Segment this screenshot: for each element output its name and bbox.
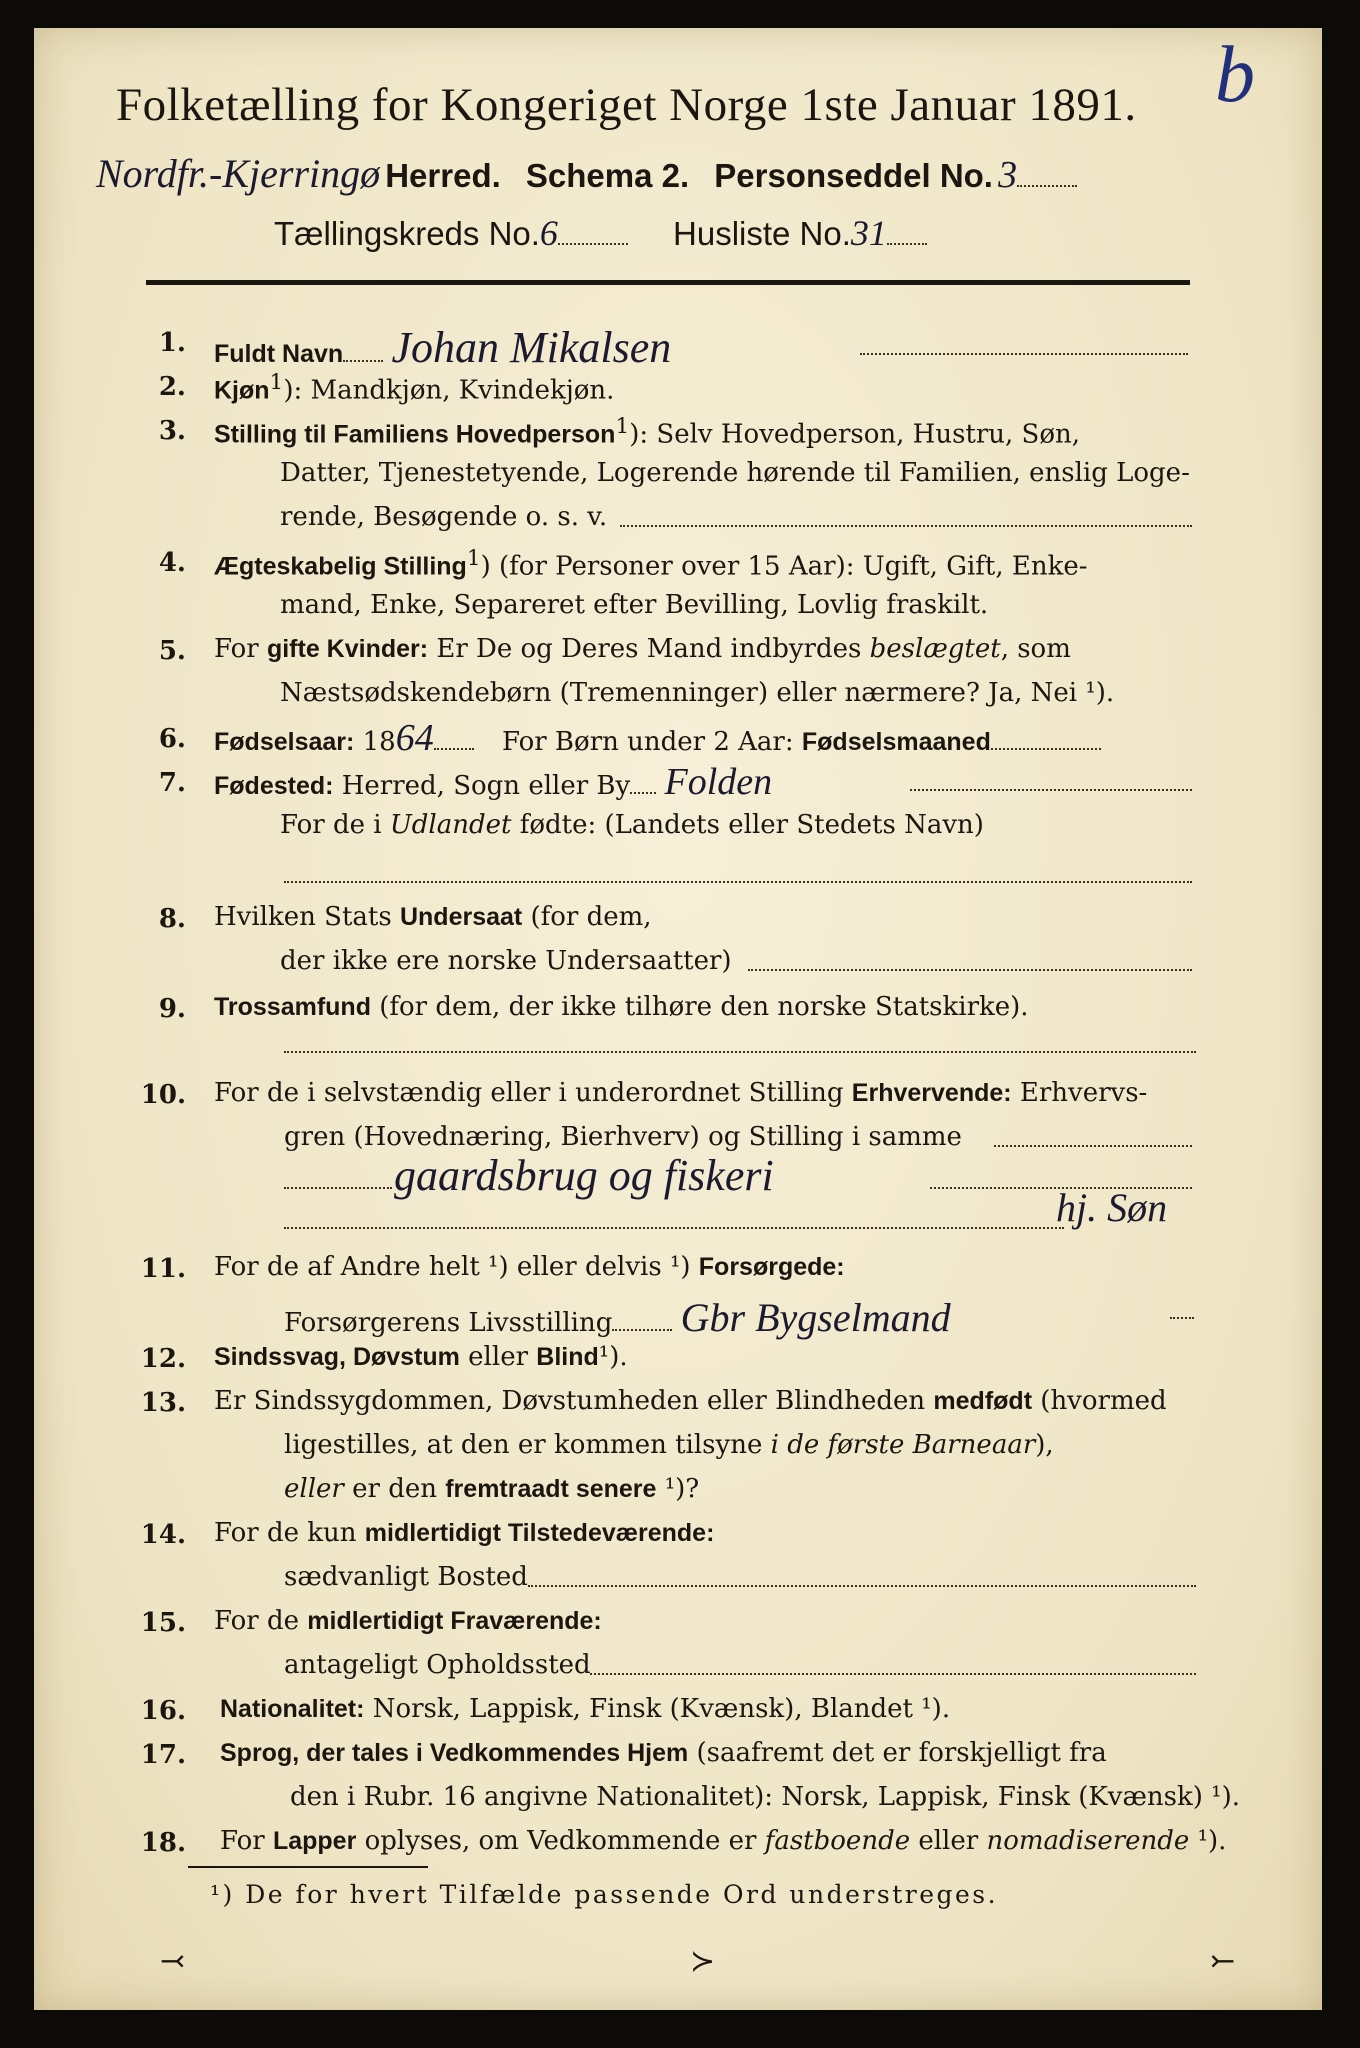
q18-row: For Lapper oplyses, om Vedkommende er fastboende eller nomadiserende ¹). [220,1826,1227,1856]
q11-number: 11. [140,1254,186,1284]
q2-label: Kjøn [214,376,270,405]
q10-number: 10. [140,1080,186,1110]
q8-number: 8. [158,904,186,934]
q17-row: Sprog, der tales i Vedkommendes Hjem (saafremt det er forskjelligt fra [220,1738,1107,1768]
q12-row: Sindssvag, Døvstum eller Blind¹). [214,1342,628,1372]
q7-value: Folden [664,761,773,803]
q13-row: Er Sindssygdommen, Døvstumheden eller Blindheden medfødt (hvormed [214,1386,1167,1416]
q3-row: Stilling til Familiens Hovedperson$^1$): Selv Hovedperson, Hustru, Søn, [214,414,1081,450]
q13-label: medfødt [933,1387,1033,1415]
q14-row: For de kun midlertidigt Tilstedeværende: [214,1518,715,1548]
q3-label: Stilling til Familiens Hovedperson [214,420,616,449]
q11-line2: Forsørgerens Livsstilling Gbr Bygselmand [284,1295,951,1340]
q4-row: Ægteskabelig Stilling$^1$) (for Personer over 15 Aar): Ugift, Gift, Enke- [214,546,1088,582]
q4-label: Ægteskabelig Stilling [214,552,467,581]
q16-row: Nationalitet: Norsk, Lappisk, Finsk (Kvænsk), Blandet ¹). [220,1694,951,1724]
corner-mark: b [1215,31,1255,119]
q14-label: midlertidigt Tilstedeværende: [364,1519,715,1547]
schema-label: Schema 2. [525,157,690,194]
q10-side-note: hj. Søn [1056,1185,1168,1230]
q11-label: Forsørgede: [698,1253,845,1281]
q6-label: Fødselsaar: [214,728,355,756]
q13-number: 13. [140,1388,186,1418]
q6-number: 6. [158,724,186,754]
q16-number: 16. [140,1696,186,1726]
q17-label: Sprog, der tales i Vedkommendes Hjem [220,1739,689,1767]
q1-value: Johan Mikalsen [391,323,672,372]
herred-line [96,150,1077,197]
q1-number: 1. [158,328,186,358]
q3-line2: Datter, Tjenestetyende, Logerende hørende til Familien, enslig Loge- [280,458,1190,488]
q17-number: 17. [140,1740,186,1770]
q4-number: 4. [158,548,186,578]
kreds-line [274,212,927,254]
kreds-label: Tællingskreds No. [274,215,540,252]
q15-row: For de midlertidigt Fraværende: [214,1606,602,1636]
q3-line3: rende, Besøgende o. s. v. [280,502,608,532]
q13-line3: eller er den fremtraadt senere ¹)? [284,1474,700,1504]
q13-line2: ligestilles, at den er kommen tilsyne i de første Barneaar), [284,1430,1054,1460]
q5-row: For gifte Kvinder: Er De og Deres Mand indbyrdes beslægtet, som [214,634,1071,664]
q10-label: Erhvervende: [851,1079,1012,1107]
q12-label2: Blind [536,1343,599,1371]
q18-label: Lapper [272,1827,357,1855]
q8-row: Hvilken Stats Undersaat (for dem, [214,902,652,932]
q12-number: 12. [140,1344,186,1374]
husliste-label: Husliste No. [673,215,851,252]
personseddel-label: Personseddel No. [714,157,993,194]
q5-line2: Næstsødskendebørn (Tremenninger) eller nærmere? Ja, Nei ¹). [280,678,1115,708]
q15-line2: antageligt Opholdssted [284,1650,591,1680]
q15-number: 15. [140,1608,186,1638]
q14-line2: sædvanligt Bosted [284,1562,528,1592]
q13-label2: fremtraadt senere [445,1475,657,1503]
q7-number: 7. [158,768,186,798]
q5-number: 5. [158,636,186,666]
q1-label: Fuldt Navn [214,340,344,368]
q7-line2: For de i Udlandet fødte: (Landets eller Stedets Navn) [280,810,984,840]
q9-label: Trossamfund [214,993,371,1021]
q6-label2: Fødselsmaaned [801,728,991,756]
q2-number: 2. [158,372,186,402]
q7-label: Fødested: [214,772,334,800]
ornament-left: ⤙ [160,1944,186,1979]
footnote: ¹) De for hvert Tilfælde passende Ord understreges. [210,1880,999,1909]
q16-label: Nationalitet: [220,1695,365,1723]
q5-label: gifte Kvinder: [266,635,429,663]
q15-label: midlertidigt Fraværende: [307,1607,602,1635]
q7-row: Fødested: Herred, Sogn eller By Folden [214,761,773,803]
q2-text: ): Mandkjøn, Kvindekjøn. [283,375,615,406]
herred-value: Nordfr.-Kjerringø [96,151,381,196]
q6-row: Fødselsaar: 1864 For Børn under 2 Aar: Fødselsmaaned [214,716,1101,760]
q11-row: For de af Andre helt ¹) eller delvis ¹) Forsørgede: [214,1252,845,1282]
header-rule [146,280,1190,285]
q10-line2: gren (Hovednæring, Bierhverv) og Stilling i samme [284,1122,962,1152]
q17-line2: den i Rubr. 16 angivne Nationalitet): Norsk, Lappisk, Finsk (Kvænsk) ¹). [290,1782,1241,1812]
herred-label: Herred. [385,157,501,194]
form-title: Folketælling for Kongeriget Norge 1ste Januar 1891. [116,79,1137,131]
q6-year-value: 64 [395,717,434,759]
ornament-right: ⤚ [1210,1944,1236,1979]
q8-line2: der ikke ere norske Undersaatter) [280,946,732,976]
q10-row: For de i selvstændig eller i underordnet Stilling Erhvervende: Erhvervs- [214,1078,1148,1108]
kreds-value: 6 [539,213,558,253]
q18-number: 18. [140,1828,186,1858]
q2-row: Kjøn$^1$): Mandkjøn, Kvindekjøn. [214,370,615,406]
footnote-rule [188,1866,428,1868]
q9-number: 9. [158,994,186,1024]
q10-value: gaardsbrug og fiskeri [394,1151,774,1200]
ornament-center: ≻ [690,1944,716,1979]
q1-row [214,322,671,373]
q14-number: 14. [140,1520,186,1550]
husliste-value: 31 [850,213,887,253]
q12-label: Sindssvag, Døvstum [214,1343,460,1371]
q4-line2: mand, Enke, Separeret efter Bevilling, Lovlig fraskilt. [280,590,989,620]
q3-number: 3. [158,416,186,446]
q11-value: Gbr Bygselmand [680,1295,951,1340]
q8-label: Undersaat [399,903,523,931]
q9-row: Trossamfund (for dem, der ikke tilhøre den norske Statskirke). [214,992,1029,1022]
personseddel-value: 3 [998,154,1018,196]
